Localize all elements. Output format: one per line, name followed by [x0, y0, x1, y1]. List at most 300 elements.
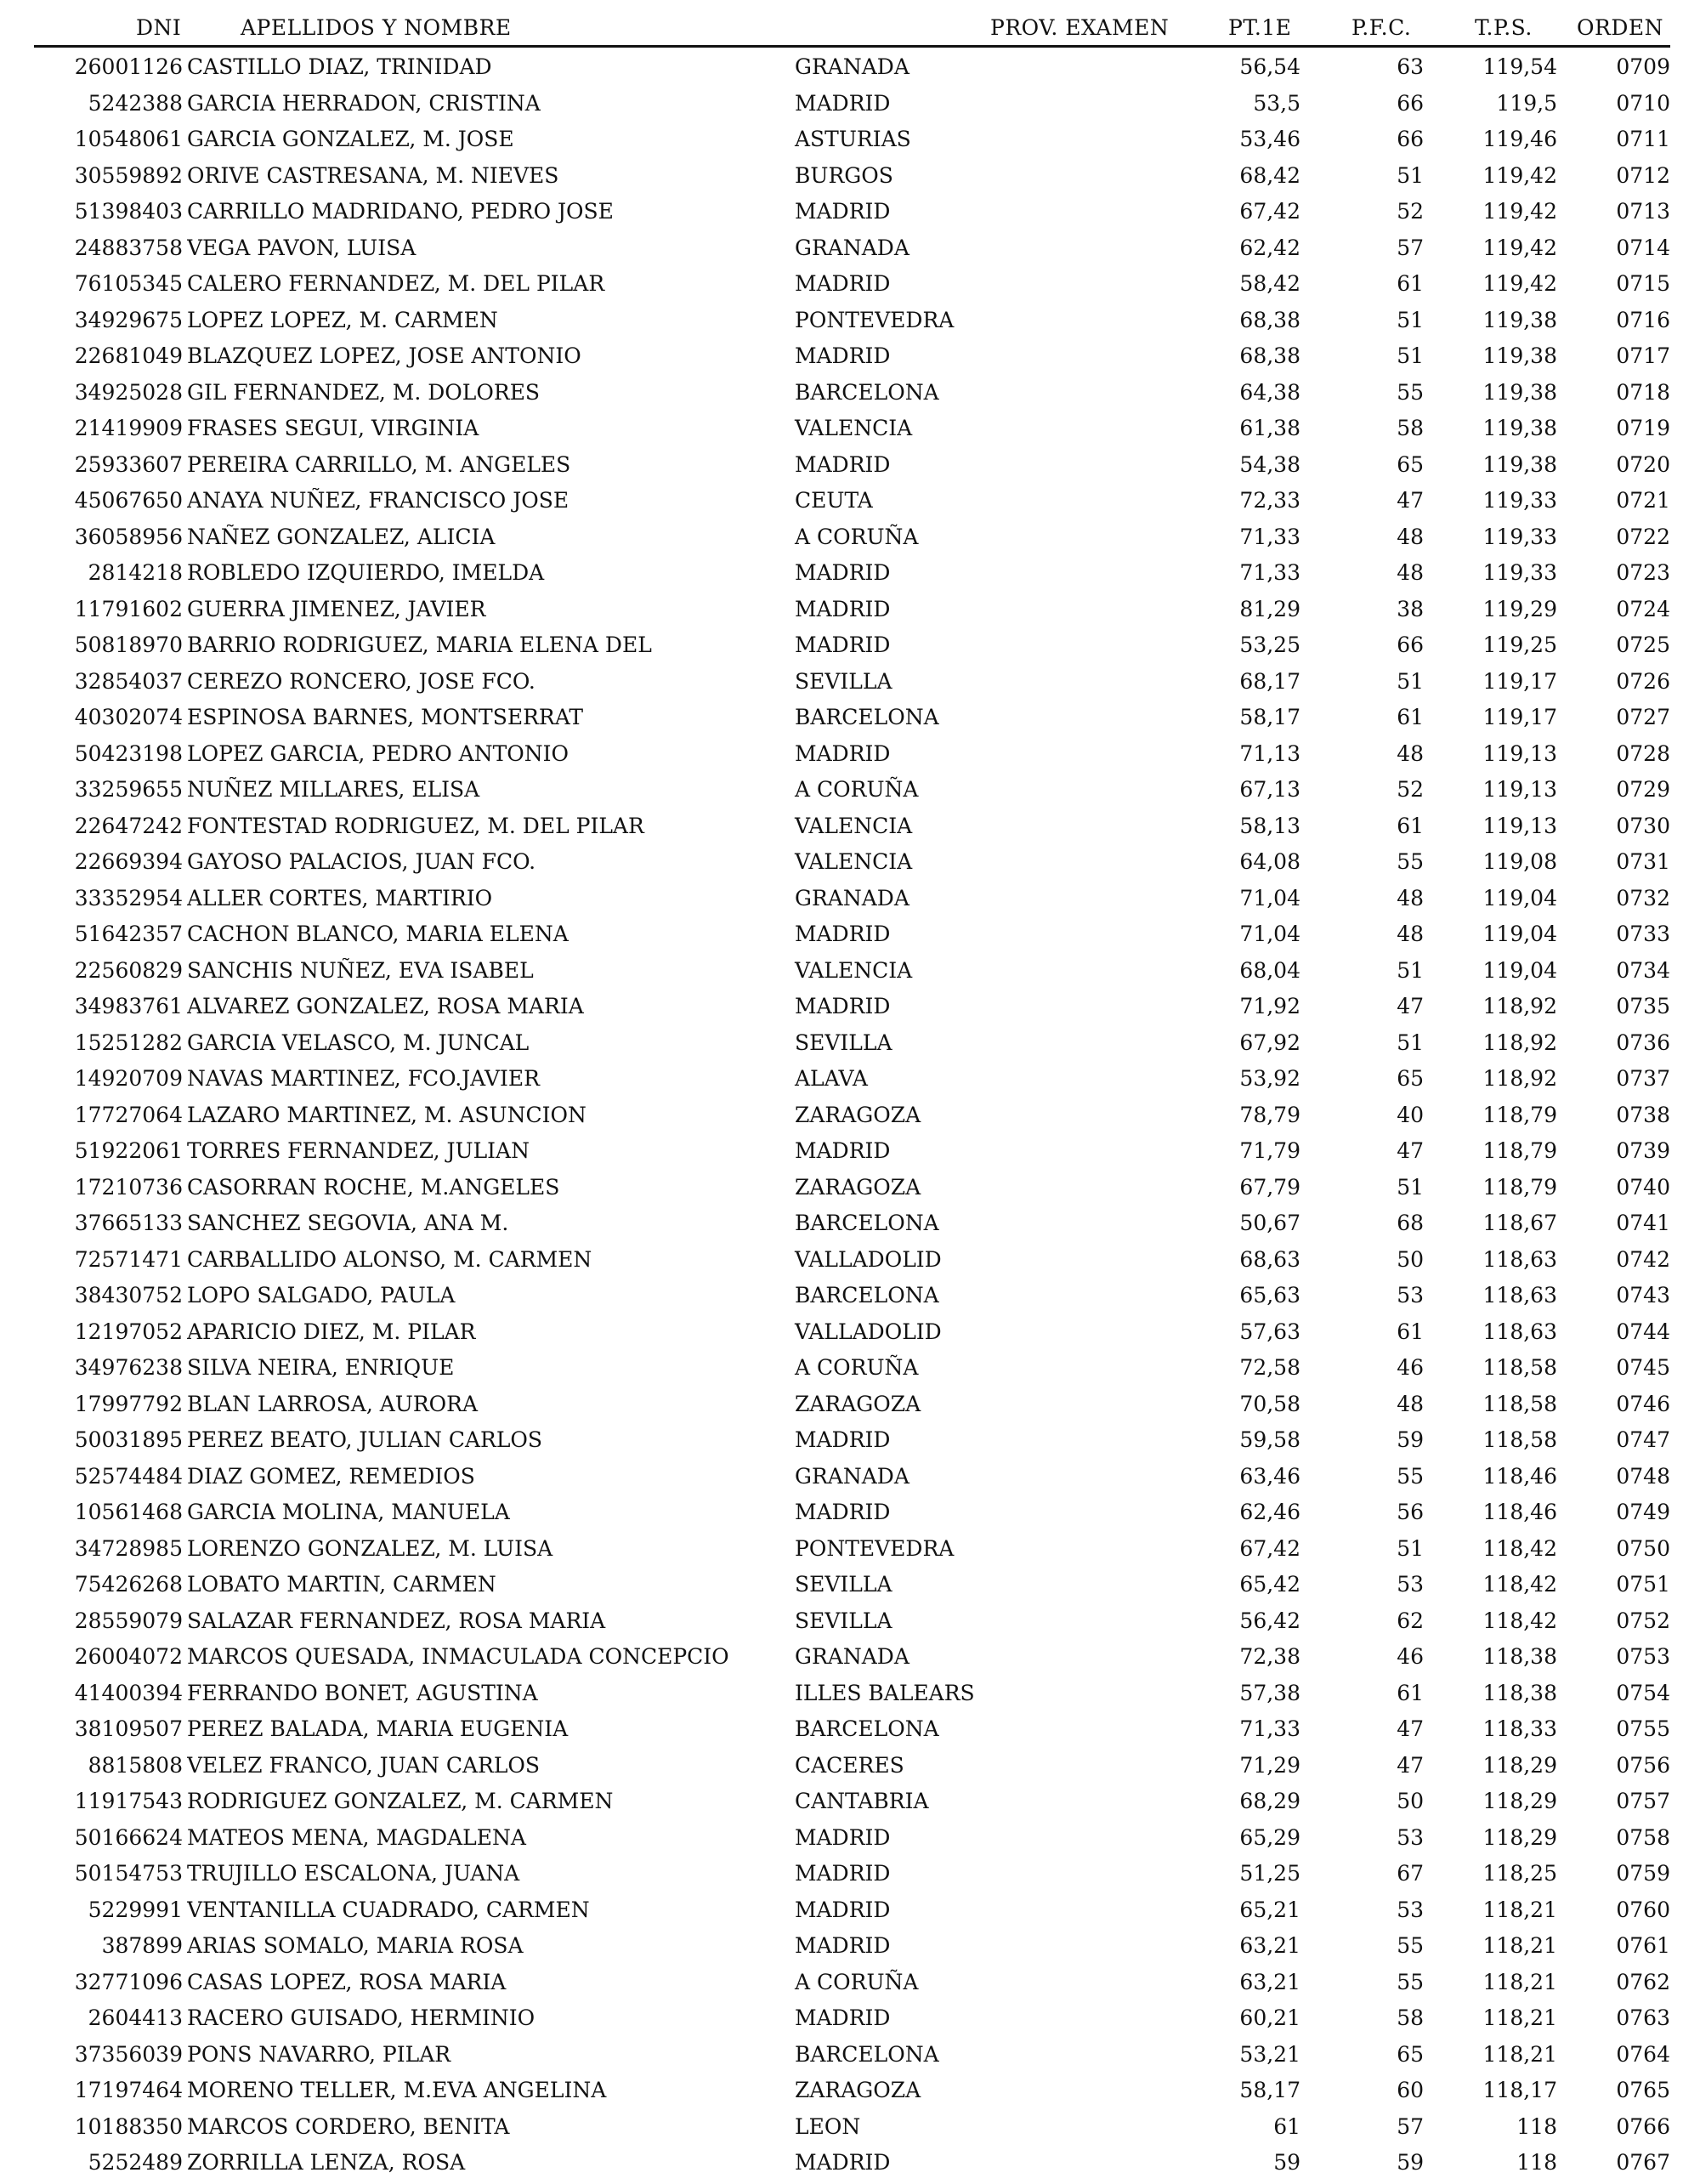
row-pfc: 48 — [1397, 560, 1424, 585]
row-prov: CACERES — [795, 1752, 904, 1778]
table-row — [0, 377, 1700, 414]
row-prov: VALENCIA — [795, 957, 913, 983]
row-prov: A CORUÑA — [795, 524, 919, 549]
table-row — [0, 1461, 1700, 1498]
row-name: RACERO GUISADO, HERMINIO — [187, 2005, 536, 2030]
row-orden: 0741 — [1616, 1211, 1670, 1235]
row-pfc: 47 — [1397, 1138, 1424, 1163]
row-tps: 118,58 — [1482, 1355, 1557, 1380]
row-orden: 0732 — [1616, 885, 1670, 910]
row-dni: 34976238 — [74, 1355, 183, 1380]
row-tps: 119,04 — [1482, 922, 1557, 946]
row-pt1e: 61 — [1273, 2113, 1300, 2139]
row-tps: 119,13 — [1482, 740, 1557, 766]
row-name: NAVAS MARTINEZ, FCO.JAVIER — [187, 1066, 540, 1091]
results-table — [0, 52, 1700, 2184]
row-dni: 22681049 — [74, 343, 183, 368]
row-tps: 119,13 — [1482, 813, 1557, 838]
row-dni: 14920709 — [74, 1066, 183, 1091]
row-tps: 119,38 — [1482, 343, 1557, 368]
row-pt1e: 57,38 — [1239, 1680, 1300, 1705]
row-pfc: 61 — [1397, 705, 1424, 729]
row-pfc: 55 — [1397, 1463, 1424, 1489]
row-tps: 118,63 — [1482, 1246, 1557, 1272]
row-dni: 45067650 — [74, 488, 183, 513]
row-name: LOPO SALGADO, PAULA — [187, 1283, 456, 1308]
table-row — [0, 1750, 1700, 1787]
row-name: FERRANDO BONET, AGUSTINA — [187, 1680, 538, 1705]
row-prov: MADRID — [795, 1500, 891, 1524]
row-pt1e: 60,21 — [1239, 2005, 1300, 2030]
header-orden: ORDEN — [1577, 15, 1663, 40]
row-dni: 22669394 — [74, 849, 183, 874]
row-dni: 50818970 — [74, 633, 183, 657]
row-pt1e: 58,13 — [1239, 813, 1300, 838]
row-prov: MADRID — [795, 633, 891, 657]
row-name: ESPINOSA BARNES, MONTSERRAT — [187, 705, 584, 729]
row-prov: A CORUÑA — [795, 1969, 919, 1994]
row-orden: 0727 — [1616, 705, 1670, 729]
row-name: PONS NAVARRO, PILAR — [187, 2041, 451, 2067]
table-row — [0, 522, 1700, 559]
row-prov: VALLADOLID — [795, 1319, 942, 1344]
row-pfc: 51 — [1397, 162, 1424, 188]
table-row — [0, 1967, 1700, 2004]
row-tps: 118,25 — [1482, 1861, 1557, 1886]
row-name: LORENZO GONZALEZ, M. LUISA — [187, 1535, 553, 1561]
row-pt1e: 65,29 — [1239, 1824, 1300, 1850]
row-prov: BARCELONA — [795, 1283, 939, 1308]
row-tps: 118,79 — [1482, 1102, 1557, 1127]
table-row — [0, 305, 1700, 342]
table-row — [0, 1895, 1700, 1932]
row-name: ORIVE CASTRESANA, M. NIEVES — [187, 162, 559, 188]
row-tps: 119,38 — [1482, 307, 1557, 332]
row-orden: 0750 — [1616, 1535, 1670, 1561]
header-rule — [34, 45, 1670, 48]
row-tps: 119,13 — [1482, 777, 1557, 802]
table-row — [0, 2147, 1700, 2184]
row-pfc: 51 — [1397, 1174, 1424, 1200]
row-pt1e: 62,46 — [1239, 1500, 1300, 1524]
row-orden: 0720 — [1616, 451, 1670, 477]
row-tps: 118,46 — [1482, 1463, 1557, 1489]
row-pfc: 59 — [1397, 2150, 1424, 2175]
row-dni: 22560829 — [74, 957, 183, 983]
row-orden: 0760 — [1616, 1897, 1670, 1922]
row-pt1e: 53,21 — [1239, 2041, 1300, 2067]
row-orden: 0719 — [1616, 416, 1670, 440]
row-orden: 0740 — [1616, 1174, 1670, 1200]
row-pfc: 67 — [1397, 1861, 1424, 1886]
row-prov: GRANADA — [795, 235, 910, 260]
row-pt1e: 64,38 — [1239, 379, 1300, 405]
row-dni: 30559892 — [74, 162, 183, 188]
row-dni: 12197052 — [74, 1319, 183, 1344]
row-prov: A CORUÑA — [795, 1355, 919, 1380]
row-dni: 10561468 — [74, 1500, 183, 1524]
row-tps: 119,42 — [1482, 271, 1557, 296]
row-orden: 0756 — [1616, 1752, 1670, 1778]
row-orden: 0764 — [1616, 2041, 1670, 2067]
row-pfc: 55 — [1397, 849, 1424, 874]
row-prov: ZARAGOZA — [795, 2078, 921, 2102]
row-name: VEGA PAVON, LUISA — [187, 235, 416, 260]
row-name: APARICIO DIEZ, M. PILAR — [187, 1319, 476, 1344]
row-name: ANAYA NUÑEZ, FRANCISCO JOSE — [187, 488, 570, 513]
row-dni: 51398403 — [74, 199, 183, 224]
row-tps: 119,04 — [1482, 957, 1557, 983]
row-orden: 0765 — [1616, 2078, 1670, 2102]
row-name: ROBLEDO IZQUIERDO, IMELDA — [187, 560, 545, 585]
table-row — [0, 883, 1700, 920]
row-name: FONTESTAD RODRIGUEZ, M. DEL PILAR — [187, 813, 644, 838]
row-orden: 0766 — [1616, 2113, 1670, 2139]
row-orden: 0714 — [1616, 235, 1670, 260]
row-name: DIAZ GOMEZ, REMEDIOS — [187, 1463, 475, 1489]
row-tps: 118,58 — [1482, 1427, 1557, 1452]
row-dni: 17727064 — [74, 1102, 183, 1127]
table-row — [0, 1100, 1700, 1137]
row-tps: 118,29 — [1482, 1752, 1557, 1778]
row-dni: 11917543 — [74, 1789, 183, 1813]
row-name: CASTILLO DIAZ, TRINIDAD — [187, 54, 492, 79]
row-prov: LEON — [795, 2113, 861, 2139]
row-pfc: 47 — [1397, 488, 1424, 513]
row-pt1e: 71,33 — [1239, 1716, 1300, 1741]
row-orden: 0723 — [1616, 560, 1670, 585]
row-prov: MADRID — [795, 2005, 891, 2030]
row-dni: 41400394 — [74, 1680, 183, 1705]
row-pt1e: 68,17 — [1239, 668, 1300, 694]
row-orden: 0731 — [1616, 849, 1670, 874]
row-tps: 119,29 — [1482, 596, 1557, 621]
row-pt1e: 53,92 — [1239, 1066, 1300, 1091]
table-row — [0, 1172, 1700, 1209]
row-prov: MADRID — [795, 1138, 891, 1163]
table-row — [0, 1823, 1700, 1859]
row-tps: 118,21 — [1482, 1933, 1557, 1958]
row-tps: 119,38 — [1482, 379, 1557, 405]
row-pt1e: 67,79 — [1239, 1174, 1300, 1200]
row-pt1e: 72,58 — [1239, 1355, 1300, 1380]
row-name: GUERRA JIMENEZ, JAVIER — [187, 596, 486, 621]
table-row — [0, 919, 1700, 956]
row-dni: 38430752 — [74, 1283, 183, 1308]
row-prov: VALENCIA — [795, 416, 913, 440]
row-tps: 118,79 — [1482, 1138, 1557, 1163]
row-tps: 118,38 — [1482, 1644, 1557, 1669]
row-prov: ZARAGOZA — [795, 1174, 921, 1200]
row-tps: 119,54 — [1482, 54, 1557, 79]
row-name: LOBATO MARTIN, CARMEN — [187, 1572, 496, 1597]
row-tps: 118,46 — [1482, 1500, 1557, 1524]
table-row — [0, 1208, 1700, 1245]
row-name: CASAS LOPEZ, ROSA MARIA — [187, 1969, 507, 1994]
row-name: GIL FERNANDEZ, M. DOLORES — [187, 379, 541, 405]
row-pfc: 47 — [1397, 994, 1424, 1018]
row-pt1e: 71,13 — [1239, 740, 1300, 766]
row-orden: 0733 — [1616, 922, 1670, 946]
row-pfc: 53 — [1397, 1572, 1424, 1597]
row-name: MATEOS MENA, MAGDALENA — [187, 1824, 526, 1850]
row-pt1e: 68,42 — [1239, 162, 1300, 188]
row-name: FRASES SEGUI, VIRGINIA — [187, 416, 479, 440]
row-orden: 0735 — [1616, 994, 1670, 1018]
row-orden: 0754 — [1616, 1680, 1670, 1705]
row-pt1e: 63,46 — [1239, 1463, 1300, 1489]
header-pfc: P.F.C. — [1352, 15, 1412, 40]
row-pfc: 51 — [1397, 668, 1424, 694]
row-name: ZORRILLA LENZA, ROSA — [187, 2150, 466, 2175]
row-pfc: 61 — [1397, 271, 1424, 296]
row-prov: MADRID — [795, 1824, 891, 1850]
row-orden: 0738 — [1616, 1102, 1670, 1127]
row-tps: 118,92 — [1482, 1030, 1557, 1055]
row-dni: 25933607 — [74, 451, 183, 477]
row-name: TORRES FERNANDEZ, JULIAN — [187, 1138, 530, 1163]
row-pfc: 62 — [1397, 1608, 1424, 1633]
row-name: RODRIGUEZ GONZALEZ, M. CARMEN — [187, 1789, 614, 1813]
row-dni: 26001126 — [74, 54, 183, 79]
row-pfc: 48 — [1397, 1391, 1424, 1416]
row-dni: 75426268 — [74, 1572, 183, 1597]
row-name: CALERO FERNANDEZ, M. DEL PILAR — [187, 271, 605, 296]
row-name: CACHON BLANCO, MARIA ELENA — [187, 922, 569, 946]
row-pt1e: 58,42 — [1239, 271, 1300, 296]
row-pt1e: 61,38 — [1239, 416, 1300, 440]
table-row — [0, 52, 1700, 88]
row-name: LAZARO MARTINEZ, M. ASUNCION — [187, 1102, 586, 1127]
row-tps: 119,5 — [1496, 90, 1557, 116]
row-dni: 72571471 — [74, 1246, 183, 1272]
row-orden: 0761 — [1616, 1933, 1670, 1958]
row-dni: 38109507 — [74, 1716, 183, 1741]
row-dni: 33352954 — [74, 885, 183, 910]
table-row — [0, 1678, 1700, 1715]
row-pt1e: 50,67 — [1239, 1211, 1300, 1235]
row-pfc: 50 — [1397, 1246, 1424, 1272]
table-row — [0, 161, 1700, 197]
row-orden: 0746 — [1616, 1391, 1670, 1416]
row-pfc: 51 — [1397, 957, 1424, 983]
row-tps: 118,29 — [1482, 1789, 1557, 1813]
row-pt1e: 68,63 — [1239, 1246, 1300, 1272]
row-name: GARCIA VELASCO, M. JUNCAL — [187, 1030, 530, 1055]
row-dni: 2814218 — [88, 560, 183, 585]
row-pfc: 58 — [1397, 2005, 1424, 2030]
row-prov: MADRID — [795, 1861, 891, 1886]
row-dni: 52574484 — [74, 1463, 183, 1489]
row-orden: 0711 — [1616, 127, 1670, 151]
table-row — [0, 1642, 1700, 1678]
row-orden: 0717 — [1616, 343, 1670, 368]
row-dni: 17997792 — [74, 1391, 183, 1416]
row-pfc: 57 — [1397, 235, 1424, 260]
row-pt1e: 68,38 — [1239, 343, 1300, 368]
table-row — [0, 1714, 1700, 1750]
row-tps: 119,46 — [1482, 127, 1557, 151]
row-orden: 0713 — [1616, 199, 1670, 224]
row-pfc: 65 — [1397, 1066, 1424, 1091]
row-tps: 119,17 — [1482, 705, 1557, 729]
row-orden: 0710 — [1616, 90, 1670, 116]
table-row — [0, 1497, 1700, 1534]
row-pfc: 61 — [1397, 1680, 1424, 1705]
row-pt1e: 63,21 — [1239, 1969, 1300, 1994]
row-orden: 0728 — [1616, 740, 1670, 766]
row-pt1e: 57,63 — [1239, 1319, 1300, 1344]
row-prov: VALENCIA — [795, 849, 913, 874]
row-dni: 50166624 — [74, 1824, 183, 1850]
row-prov: VALLADOLID — [795, 1246, 942, 1272]
row-pfc: 47 — [1397, 1716, 1424, 1741]
row-prov: BARCELONA — [795, 1716, 939, 1741]
row-orden: 0722 — [1616, 524, 1670, 549]
row-name: ALVAREZ GONZALEZ, ROSA MARIA — [187, 994, 584, 1018]
row-name: GARCIA HERRADON, CRISTINA — [187, 90, 541, 116]
row-pt1e: 70,58 — [1239, 1391, 1300, 1416]
row-dni: 8815808 — [88, 1752, 183, 1778]
table-row — [0, 1317, 1700, 1353]
row-dni: 40302074 — [74, 705, 183, 729]
row-prov: ILLES BALEARS — [795, 1680, 975, 1705]
table-row — [0, 196, 1700, 233]
row-pfc: 63 — [1397, 54, 1424, 79]
table-row — [0, 88, 1700, 125]
row-pt1e: 72,33 — [1239, 488, 1300, 513]
row-prov: ALAVA — [795, 1066, 868, 1091]
row-name: CARRILLO MADRIDANO, PEDRO JOSE — [187, 199, 614, 224]
row-pt1e: 71,33 — [1239, 560, 1300, 585]
row-dni: 33259655 — [74, 777, 183, 802]
row-name: MARCOS QUESADA, INMACULADA CONCEPCIO — [187, 1644, 729, 1669]
table-row — [0, 1389, 1700, 1426]
row-dni: 15251282 — [74, 1030, 183, 1055]
row-tps: 118,21 — [1482, 1969, 1557, 1994]
row-prov: GRANADA — [795, 54, 910, 79]
row-pt1e: 71,04 — [1239, 922, 1300, 946]
row-prov: MADRID — [795, 90, 891, 116]
row-pt1e: 68,29 — [1239, 1789, 1300, 1813]
row-name: ARIAS SOMALO, MARIA ROSA — [187, 1933, 524, 1958]
row-pfc: 52 — [1397, 199, 1424, 224]
row-tps: 118,38 — [1482, 1680, 1557, 1705]
row-pfc: 61 — [1397, 813, 1424, 838]
row-pt1e: 71,04 — [1239, 885, 1300, 910]
row-dni: 51922061 — [74, 1138, 183, 1163]
row-pfc: 48 — [1397, 885, 1424, 910]
row-prov: BARCELONA — [795, 2041, 939, 2067]
row-pt1e: 51,25 — [1239, 1861, 1300, 1886]
row-pt1e: 78,79 — [1239, 1102, 1300, 1127]
row-pt1e: 53,25 — [1239, 633, 1300, 657]
table-row — [0, 1786, 1700, 1823]
row-pfc: 51 — [1397, 1535, 1424, 1561]
table-row — [0, 341, 1700, 377]
row-tps: 119,42 — [1482, 199, 1557, 224]
row-pt1e: 53,5 — [1253, 90, 1300, 116]
row-dni: 34925028 — [74, 379, 183, 405]
row-name: CEREZO RONCERO, JOSE FCO. — [187, 668, 536, 694]
row-tps: 118,92 — [1482, 1066, 1557, 1091]
table-row — [0, 450, 1700, 486]
row-pt1e: 63,21 — [1239, 1933, 1300, 1958]
row-tps: 118,92 — [1482, 994, 1557, 1018]
row-tps: 118,21 — [1482, 2005, 1557, 2030]
row-tps: 119,33 — [1482, 560, 1557, 585]
table-row — [0, 594, 1700, 631]
row-orden: 0730 — [1616, 813, 1670, 838]
row-dni: 26004072 — [74, 1644, 183, 1669]
row-pfc: 66 — [1397, 633, 1424, 657]
row-tps: 119,04 — [1482, 885, 1557, 910]
row-orden: 0736 — [1616, 1030, 1670, 1055]
row-prov: CEUTA — [795, 488, 873, 513]
row-pt1e: 67,42 — [1239, 1535, 1300, 1561]
row-prov: MADRID — [795, 596, 891, 621]
row-pfc: 51 — [1397, 307, 1424, 332]
row-dni: 5229991 — [88, 1897, 183, 1922]
row-pt1e: 54,38 — [1239, 451, 1300, 477]
row-pt1e: 67,13 — [1239, 777, 1300, 802]
row-pfc: 52 — [1397, 777, 1424, 802]
row-orden: 0745 — [1616, 1355, 1670, 1380]
row-pt1e: 64,08 — [1239, 849, 1300, 874]
row-tps: 118,63 — [1482, 1319, 1557, 1344]
row-dni: 34929675 — [74, 307, 183, 332]
row-name: BARRIO RODRIGUEZ, MARIA ELENA DEL — [187, 633, 652, 657]
row-pfc: 53 — [1397, 1897, 1424, 1922]
row-name: LOPEZ LOPEZ, M. CARMEN — [187, 307, 498, 332]
row-tps: 118,21 — [1482, 1897, 1557, 1922]
row-pfc: 60 — [1397, 2078, 1424, 2102]
row-prov: ASTURIAS — [795, 127, 911, 151]
row-pt1e: 71,29 — [1239, 1752, 1300, 1778]
row-dni: 22647242 — [74, 813, 183, 838]
row-dni: 37356039 — [74, 2041, 183, 2067]
table-row — [0, 558, 1700, 594]
row-prov: ZARAGOZA — [795, 1102, 921, 1127]
row-dni: 34983761 — [74, 994, 183, 1018]
row-name: PEREZ BEATO, JULIAN CARLOS — [187, 1427, 543, 1452]
row-prov: GRANADA — [795, 1463, 910, 1489]
row-prov: MADRID — [795, 2150, 891, 2175]
row-prov: A CORUÑA — [795, 777, 919, 802]
row-name: PEREIRA CARRILLO, M. ANGELES — [187, 451, 571, 477]
row-dni: 37665133 — [74, 1211, 183, 1235]
row-dni: 76105345 — [74, 271, 183, 296]
row-pfc: 66 — [1397, 90, 1424, 116]
row-orden: 0762 — [1616, 1969, 1670, 1994]
row-name: MARCOS CORDERO, BENITA — [187, 2113, 510, 2139]
table-row — [0, 1280, 1700, 1317]
row-orden: 0767 — [1616, 2150, 1670, 2175]
row-tps: 119,38 — [1482, 451, 1557, 477]
row-tps: 118,17 — [1482, 2078, 1557, 2102]
row-dni: 50031895 — [74, 1427, 183, 1452]
row-orden: 0755 — [1616, 1716, 1670, 1741]
row-prov: PONTEVEDRA — [795, 307, 955, 332]
row-name: NUÑEZ MILLARES, ELISA — [187, 777, 480, 802]
row-prov: MADRID — [795, 199, 891, 224]
row-prov: MADRID — [795, 1427, 891, 1452]
row-dni: 50423198 — [74, 740, 183, 766]
row-dni: 11791602 — [74, 596, 183, 621]
table-row — [0, 774, 1700, 811]
row-pt1e: 68,04 — [1239, 957, 1300, 983]
row-pfc: 53 — [1397, 1824, 1424, 1850]
